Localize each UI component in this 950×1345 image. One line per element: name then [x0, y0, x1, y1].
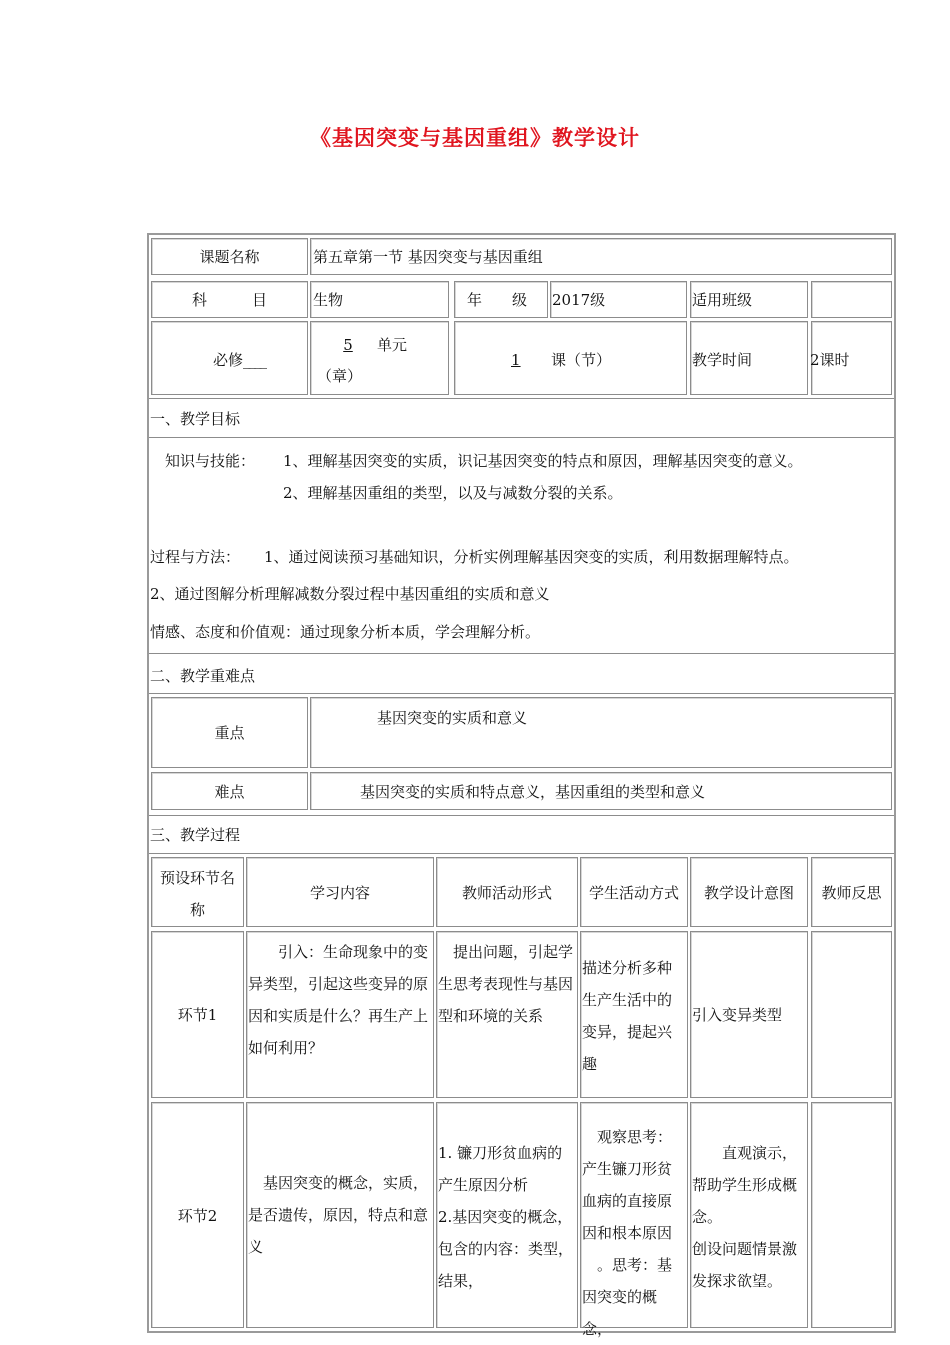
process-label: 过程与方法：	[150, 548, 241, 566]
col-header-student: 学生活动方式	[580, 857, 688, 927]
process-item-2: 2、通过图解分析理解减数分裂过程中基因重组的实质和意义	[150, 585, 550, 603]
required-label: 必修	[213, 351, 244, 369]
knowledge-label: 知识与技能：	[165, 452, 256, 470]
col-header-teacher: 教师活动形式	[436, 857, 578, 927]
unit-cell	[310, 321, 449, 395]
difficult-value: 基因突变的实质和特点意义，基因重组的类型和意义	[360, 783, 706, 801]
table-row-1-reflection	[811, 931, 892, 1098]
table-row-2-content: 基因突变的概念，实质，是否遗传，原因，特点和意义	[246, 1102, 434, 1328]
process-heading: 三、教学过程	[150, 826, 241, 844]
difficult-label: 难点	[214, 783, 245, 801]
unit-chapter: （章）	[317, 367, 363, 385]
knowledge-item-1: 1、理解基因突变的实质，识记基因突变的特点和原因，理解基因突变的意义。	[283, 452, 803, 470]
document-title: 《基因突变与基因重组》教学设计	[310, 125, 640, 150]
goals-heading: 一、教学目标	[150, 410, 241, 428]
emotion-goal: 情感、态度和价值观：通过现象分析本质，学会理解分析。	[150, 623, 541, 641]
time-value: 2课时	[810, 351, 850, 369]
topic-label-cell	[151, 238, 308, 275]
required-blank: ____	[243, 351, 266, 369]
unit-number: 5	[343, 336, 353, 354]
key-value: 基因突变的实质和意义	[377, 709, 528, 727]
difficult-value-cell	[310, 772, 892, 810]
required-cell	[151, 321, 308, 395]
table-row-1-student: 描述分析多种生产生活中的变异，提起兴趣	[580, 931, 688, 1098]
lesson-number: 1	[511, 351, 521, 369]
grade-label: 年 级	[467, 291, 528, 309]
key-value-cell	[310, 697, 892, 768]
intent-2: 创设问题情景激发探求欲望。	[692, 1240, 798, 1290]
time-label-cell	[690, 321, 808, 395]
time-label: 教学时间	[692, 351, 753, 369]
class-label: 适用班级	[692, 291, 753, 309]
subject-value: 生物	[313, 291, 344, 309]
topic-value-cell	[310, 238, 892, 275]
grade-value: 2017级	[552, 291, 606, 309]
col-header-reflection: 教师反思	[811, 857, 892, 927]
difficult-label-cell	[151, 772, 308, 810]
time-value-cell	[811, 321, 892, 395]
knowledge-item-2: 2、理解基因重组的类型，以及与减数分裂的关系。	[283, 484, 623, 502]
key-points-heading: 二、教学重难点	[150, 667, 256, 685]
topic-value: 第五章第一节 基因突变与基因重组	[313, 248, 543, 266]
subject-label: 科 目	[191, 291, 267, 309]
student-activity-2: 产生镰刀形贫血病的直接原因和根本原因	[582, 1160, 673, 1242]
table-row-2-stage: 环节2	[151, 1102, 244, 1328]
col-header-intent: 教学设计意图	[690, 857, 808, 927]
class-value-cell	[811, 281, 892, 318]
table-row-1-intent: 引入变异类型	[690, 931, 808, 1098]
col-header-stage: 预设环节名称	[151, 857, 244, 927]
intent-1: 直观演示，帮助学生形成概念。	[692, 1144, 798, 1226]
table-row-2-student	[580, 1102, 688, 1338]
key-label-cell	[151, 697, 308, 768]
subject-label-cell	[151, 281, 308, 318]
table-row-1-stage: 环节1	[151, 931, 244, 1098]
process-item-1: 1、通过阅读预习基础知识，分析实例理解基因突变的实质，利用数据理解特点。	[264, 548, 799, 566]
student-activity-3: 。思考：基因突变的概念，	[582, 1256, 673, 1338]
teacher-activity-2: 2.基因突变的概念，包含的内容：类型，结果，	[438, 1208, 574, 1290]
lesson-cell	[454, 321, 687, 395]
topic-label: 课题名称	[199, 248, 260, 266]
unit-text: 单元	[377, 336, 408, 354]
table-row-2-reflection	[811, 1102, 892, 1328]
student-activity-1: 观察思考：	[582, 1128, 673, 1146]
table-row-2-intent	[690, 1102, 808, 1328]
grade-label-cell	[454, 281, 548, 318]
lesson-text: 课（节）	[551, 351, 612, 369]
subject-value-cell	[310, 281, 449, 318]
table-row-1-teacher: 提出问题，引起学生思考表现性与基因型和环境的关系	[436, 931, 578, 1098]
grade-value-cell	[550, 281, 687, 318]
col-header-content: 学习内容	[246, 857, 434, 927]
table-row-2-teacher	[436, 1102, 578, 1328]
table-row-1-content: 引入：生命现象中的变异类型，引起这些变异的原因和实质是什么？再生产上如何利用？	[246, 931, 434, 1098]
class-label-cell	[690, 281, 808, 318]
teacher-activity-1: 1. 镰刀形贫血病的产生原因分析	[438, 1144, 563, 1194]
key-label: 重点	[214, 724, 245, 742]
